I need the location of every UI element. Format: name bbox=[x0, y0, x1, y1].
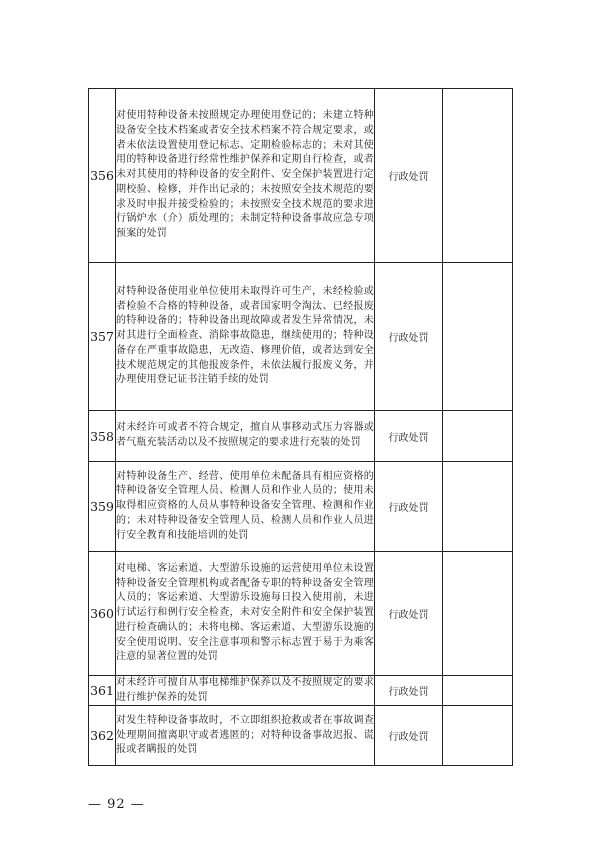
row-category: 行政处罚 bbox=[375, 676, 443, 706]
table-row bbox=[89, 411, 513, 462]
row-category: 行政处罚 bbox=[375, 552, 443, 676]
row-description: 对使用特种设备未按照规定办理使用登记的；未建立特种设备安全技术档案或者安全技术档案不符合规定要求，或者未依法设置使用登记标志、定期检验标志的；未对其使用的特种设备进行经常性维护保养和定期自行检查，或者未对其使用的特种设备的安全附件、安全保护装置进行定期校验、检修，并作出记录的；未按照安全技术规范的要求及时申报并接受检验的；未按照安全技术规范的要求进行锅炉水（介）质处理的；未制定特种设备事故应急专项预案的处罚 bbox=[116, 89, 375, 263]
row-number: 360 bbox=[89, 552, 116, 676]
row-description: 对电梯、客运索道、大型游乐设施的运营使用单位未设置特种设备安全管理机构或者配备专职的特种设备安全管理人员的；客运索道、大型游乐设施每日投入使用前，未进行试运行和例行安全检查，未对安全附件和安全保护装置进行检查确认的；未将电梯、客运索道、大型游乐设施的安全使用说明、安全注意事项和警示标志置于易于为乘客注意的显著位置的处罚 bbox=[116, 552, 375, 676]
penalty-table bbox=[88, 88, 513, 766]
row-remarks bbox=[443, 676, 513, 706]
row-remarks bbox=[443, 462, 513, 552]
page-number: — 92 — bbox=[88, 797, 145, 812]
row-remarks bbox=[443, 263, 513, 411]
table-row bbox=[89, 263, 513, 411]
row-description: 对发生特种设备事故时，不立即组织抢救或者在事故调查处理期间擅离职守或者逃匿的；对特种设备事故迟报、谎报或者瞒报的处罚 bbox=[116, 706, 375, 766]
row-description: 对未经许可擅自从事电梯维护保养以及不按照规定的要求进行维护保养的处罚 bbox=[116, 676, 375, 706]
row-number: 359 bbox=[89, 462, 116, 552]
row-number: 362 bbox=[89, 706, 116, 766]
table-row bbox=[89, 462, 513, 552]
table-row bbox=[89, 552, 513, 676]
row-remarks bbox=[443, 411, 513, 462]
row-category: 行政处罚 bbox=[375, 89, 443, 263]
row-number: 361 bbox=[89, 676, 116, 706]
table-row bbox=[89, 89, 513, 263]
row-category: 行政处罚 bbox=[375, 263, 443, 411]
table-row bbox=[89, 676, 513, 706]
row-remarks bbox=[443, 552, 513, 676]
row-number: 356 bbox=[89, 89, 116, 263]
row-remarks bbox=[443, 89, 513, 263]
table-row bbox=[89, 706, 513, 766]
row-description: 对特种设备生产、经营、使用单位未配备具有相应资格的特种设备安全管理人员、检测人员和作业人员的；使用未取得相应资格的人员从事特种设备安全管理、检测和作业的；未对特种设备安全管理人员、检测人员和作业人员进行安全教育和技能培训的处罚 bbox=[116, 462, 375, 552]
row-remarks bbox=[443, 706, 513, 766]
row-category: 行政处罚 bbox=[375, 411, 443, 462]
row-number: 358 bbox=[89, 411, 116, 462]
row-description: 对特种设备使用业单位使用未取得许可生产，未经检验或者检验不合格的特种设备，或者国家明令淘汰、已经报废的特种设备的；特种设备出现故障或者发生异常情况，未对其进行全面检查、消除事故隐患，继续使用的；特种设备存在严重事故隐患，无改造、修理价值，或者达到安全技术规范规定的其他报废条件，未依法履行报废义务，并办理使用登记证书注销手续的处罚 bbox=[116, 263, 375, 411]
row-description: 对未经许可或者不符合规定，擅自从事移动式压力容器或者气瓶充装活动以及不按照规定的要求进行充装的处罚 bbox=[116, 411, 375, 462]
row-number: 357 bbox=[89, 263, 116, 411]
row-category: 行政处罚 bbox=[375, 706, 443, 766]
row-category: 行政处罚 bbox=[375, 462, 443, 552]
table-body bbox=[89, 89, 513, 766]
